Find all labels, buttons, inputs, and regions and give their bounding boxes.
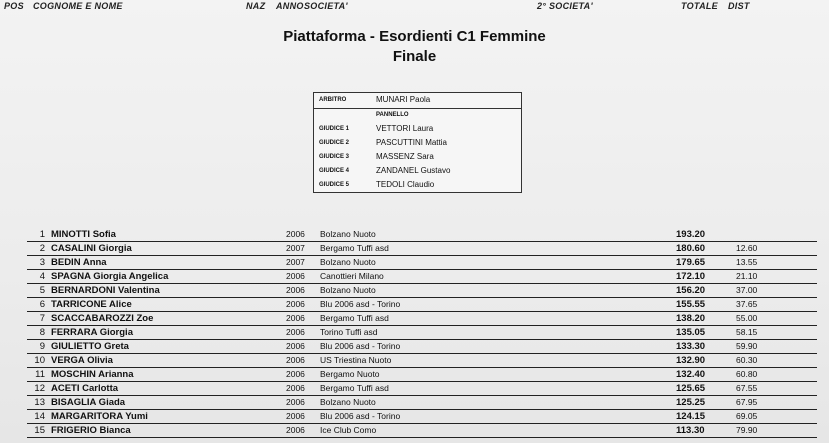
rank-cell: 13	[34, 397, 45, 408]
total-score: 113.30	[676, 425, 705, 436]
athlete-name: SPAGNA Giorgia Angelica	[51, 271, 169, 282]
distance-from-leader: 60.30	[736, 355, 758, 365]
table-row	[27, 228, 817, 242]
distance-from-leader: 69.05	[736, 411, 758, 421]
athlete-name: SCACCABAROZZI Zoe	[51, 313, 154, 324]
birth-year: 2006	[286, 299, 305, 309]
birth-year: 2006	[286, 341, 305, 351]
header-name: COGNOME E NOME	[33, 1, 123, 11]
total-score: 135.05	[676, 327, 706, 338]
header-pos: POS	[4, 1, 24, 11]
club-name: Canottieri Milano	[320, 271, 384, 281]
table-row	[27, 284, 817, 298]
arbitro-row	[314, 95, 521, 107]
distance-from-leader: 13.55	[736, 257, 758, 267]
total-score: 180.60	[676, 243, 706, 254]
jury-box	[313, 92, 522, 193]
judge-label: GIUDICE 3	[319, 154, 350, 160]
athlete-name: MINOTTI Sofia	[51, 229, 116, 240]
birth-year: 2006	[286, 425, 305, 435]
athlete-name: FRIGERIO Bianca	[51, 425, 131, 436]
rank-cell: 2	[39, 243, 45, 254]
judge-label: GIUDICE 1	[319, 126, 350, 132]
table-row	[27, 312, 817, 326]
page-subtitle: Finale	[392, 48, 437, 65]
judge-row	[314, 152, 521, 164]
total-score: 138.20	[676, 313, 706, 324]
total-score: 179.65	[676, 257, 706, 268]
athlete-name: ACETI Carlotta	[51, 383, 119, 394]
total-score: 155.55	[676, 299, 706, 310]
birth-year: 2006	[286, 229, 305, 239]
judge-name: VETTORI Laura	[376, 124, 434, 133]
athlete-name: MOSCHIN Arianna	[51, 369, 134, 380]
club-name: Blu 2006 asd - Torino	[320, 341, 401, 351]
birth-year: 2006	[286, 369, 305, 379]
athlete-name: VERGA Olivia	[51, 355, 113, 366]
birth-year: 2006	[286, 411, 305, 421]
judge-row	[314, 166, 521, 178]
distance-from-leader: 12.60	[736, 243, 758, 253]
club-name: Bolzano Nuoto	[320, 257, 376, 267]
judge-name: PASCUTTINI Mattia	[376, 138, 447, 147]
table-row	[27, 326, 817, 340]
rank-cell: 8	[39, 327, 45, 338]
total-score: 133.30	[676, 341, 706, 352]
table-row	[27, 424, 817, 438]
judge-name: TEDOLI Claudio	[376, 180, 435, 189]
birth-year: 2006	[286, 285, 305, 295]
results-table	[27, 228, 817, 438]
birth-year: 2007	[286, 257, 305, 267]
header-dist: DIST	[728, 1, 750, 11]
rank-cell: 10	[34, 355, 45, 366]
judge-row	[314, 124, 521, 136]
table-row	[27, 270, 817, 284]
total-score: 193.20	[676, 229, 706, 240]
birth-year: 2007	[286, 243, 305, 253]
jury-divider	[314, 108, 521, 109]
club-name: Bolzano Nuoto	[320, 285, 376, 295]
distance-from-leader: 67.55	[736, 383, 758, 393]
total-score: 125.25	[676, 397, 706, 408]
table-row	[27, 382, 817, 396]
judge-name: ZANDANEL Gustavo	[376, 166, 451, 175]
arbitro-label: ARBITRO	[319, 97, 347, 103]
club-name: Blu 2006 asd - Torino	[320, 411, 401, 421]
distance-from-leader: 37.65	[736, 299, 758, 309]
judge-label: GIUDICE 4	[319, 168, 350, 174]
page-title: Piattaforma - Esordienti C1 Femmine	[283, 28, 546, 45]
rank-cell: 3	[39, 257, 45, 268]
club-name: Bolzano Nuoto	[320, 229, 376, 239]
club-name: Bergamo Tuffi asd	[320, 243, 389, 253]
rank-cell: 9	[39, 341, 45, 352]
table-row	[27, 242, 817, 256]
table-row	[27, 340, 817, 354]
rank-cell: 12	[34, 383, 45, 394]
header-societa: SOCIETA'	[304, 1, 348, 11]
birth-year: 2006	[286, 397, 305, 407]
distance-from-leader: 21.10	[736, 271, 758, 281]
arbitro-name: MUNARI Paola	[376, 95, 431, 104]
judge-row	[314, 138, 521, 150]
athlete-name: FERRARA Giorgia	[51, 327, 133, 338]
club-name: Bergamo Tuffi asd	[320, 313, 389, 323]
club-name: Ice Club Como	[320, 425, 377, 435]
table-row	[27, 256, 817, 270]
judge-row	[314, 180, 521, 192]
club-name: US Triestina Nuoto	[320, 355, 392, 365]
total-score: 156.20	[676, 285, 706, 296]
table-row	[27, 396, 817, 410]
table-row	[27, 368, 817, 382]
birth-year: 2006	[286, 313, 305, 323]
judge-label: GIUDICE 2	[319, 140, 350, 146]
distance-from-leader: 59.90	[736, 341, 758, 351]
header-totale: TOTALE	[681, 1, 718, 11]
rank-cell: 11	[35, 369, 45, 380]
athlete-name: MARGARITORA Yumi	[51, 411, 148, 422]
distance-from-leader: 60.80	[736, 369, 758, 379]
total-score: 132.90	[676, 355, 706, 366]
athlete-name: BEDIN Anna	[51, 257, 107, 268]
club-name: Bergamo Nuoto	[320, 369, 380, 379]
birth-year: 2006	[286, 383, 305, 393]
distance-from-leader: 37.00	[736, 285, 758, 295]
rank-cell: 7	[39, 313, 45, 324]
rank-cell: 1	[39, 229, 45, 240]
club-name: Bergamo Tuffi asd	[320, 383, 389, 393]
athlete-name: BERNARDONI Valentina	[51, 285, 160, 296]
header-societa2: 2° SOCIETA'	[537, 1, 593, 11]
birth-year: 2006	[286, 355, 305, 365]
total-score: 132.40	[676, 369, 706, 380]
athlete-name: TARRICONE Alice	[51, 299, 132, 310]
distance-from-leader: 67.95	[736, 397, 758, 407]
athlete-name: CASALINI Giorgia	[51, 243, 132, 254]
club-name: Torino Tuffi asd	[320, 327, 378, 337]
table-row	[27, 354, 817, 368]
rank-cell: 15	[34, 425, 45, 436]
club-name: Blu 2006 asd - Torino	[320, 299, 401, 309]
header-naz: NAZ	[246, 1, 266, 11]
judge-label: GIUDICE 5	[319, 182, 350, 188]
rank-cell: 14	[34, 411, 45, 422]
distance-from-leader: 58.15	[736, 327, 758, 337]
club-name: Bolzano Nuoto	[320, 397, 376, 407]
rank-cell: 4	[39, 271, 45, 282]
judge-name: MASSENZ Sara	[376, 152, 434, 161]
table-row	[27, 298, 817, 312]
table-row	[27, 410, 817, 424]
pannello-label: PANNELLO	[376, 112, 409, 118]
header-anno: ANNO	[276, 1, 304, 11]
total-score: 124.15	[676, 411, 706, 422]
total-score: 125.65	[676, 383, 706, 394]
distance-from-leader: 79.90	[736, 425, 758, 435]
rank-cell: 6	[39, 299, 45, 310]
total-score: 172.10	[676, 271, 706, 282]
pannello-row	[314, 110, 521, 122]
athlete-name: BISAGLIA Giada	[51, 397, 126, 408]
birth-year: 2006	[286, 271, 305, 281]
rank-cell: 5	[39, 285, 45, 296]
athlete-name: GIULIETTO Greta	[51, 341, 129, 352]
birth-year: 2006	[286, 327, 305, 337]
distance-from-leader: 55.00	[736, 313, 758, 323]
